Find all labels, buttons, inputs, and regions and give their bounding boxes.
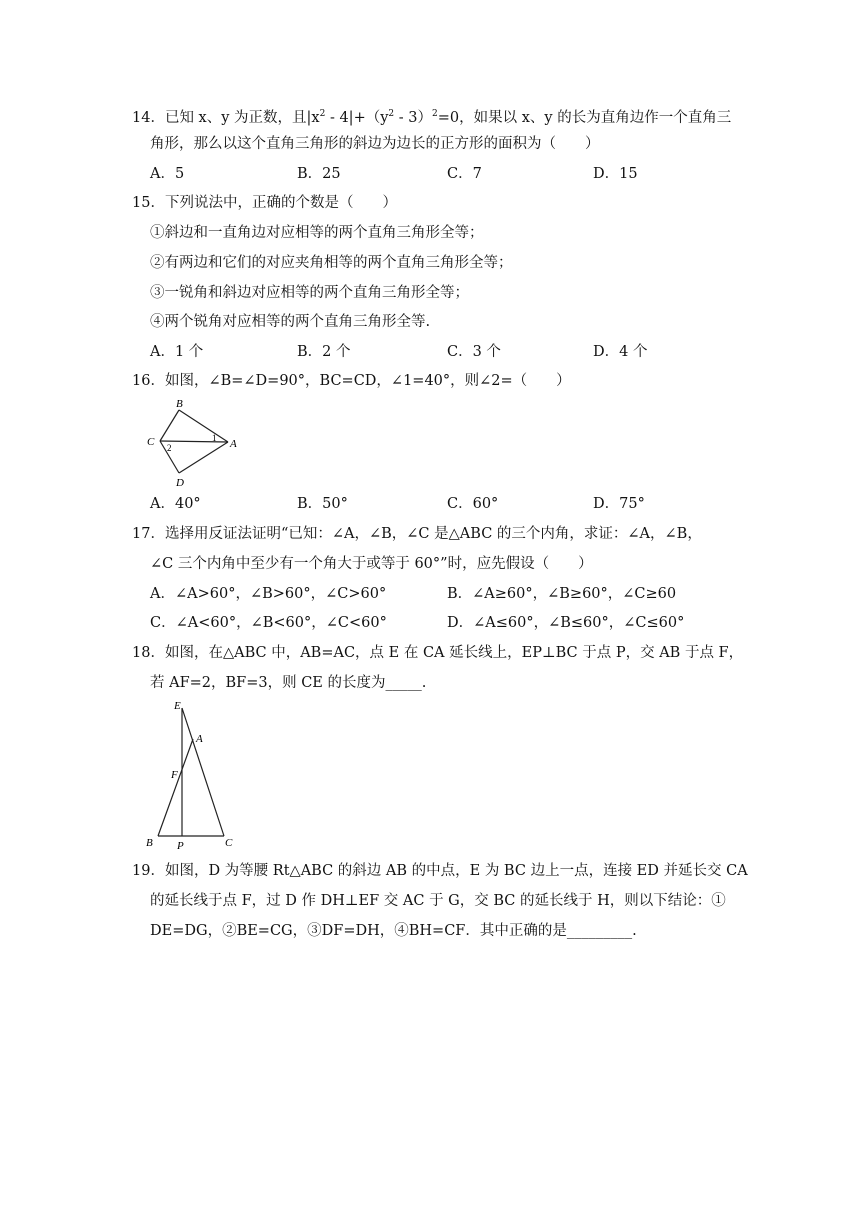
q14-line2: 角形，那么以这个直角三角形的斜边为边长的正方形的面积为（ ）	[150, 136, 600, 152]
q14-option-b: B．25	[297, 166, 341, 182]
q16-line1: 16．如图，∠B=∠D=90°，BC=CD，∠1=40°，则∠2=（ ）	[132, 373, 571, 389]
q16-angle-2: 2	[167, 443, 172, 453]
q14-option-d: D．15	[593, 166, 638, 182]
q19-line1: 19．如图，D 为等腰 Rt△ABC 的斜边 AB 的中点，E 为 BC 边上一点，连接 ED 并延长交 CA	[132, 863, 748, 879]
q15-statement-4: ④两个锐角对应相等的两个直角三角形全等.	[150, 314, 431, 330]
q19-line3: DE=DG，②BE=CG，③DF=DH，④BH=CF．其中正确的是_________.	[150, 923, 637, 939]
q15-option-c: C．3 个	[447, 344, 501, 360]
q16-option-d: D．75°	[593, 496, 645, 512]
q17-option-d: D．∠A≤60°，∠B≤60°，∠C≤60°	[447, 615, 685, 631]
q18-line1: 18．如图，在△ABC 中，AB=AC，点 E 在 CA 延长线上，EP⊥BC 于点 P，交 AB 于点 F，	[132, 645, 744, 661]
q17-line2: ∠C 三个内角中至少有一个角大于或等于 60°”时，应先假设（ ）	[150, 556, 593, 572]
q16-option-b: B．50°	[297, 496, 348, 512]
q16-figure	[140, 394, 250, 490]
q15-statement-1: ①斜边和一直角边对应相等的两个直角三角形全等；	[150, 225, 484, 241]
q15-option-b: B．2 个	[297, 344, 351, 360]
q14-option-a: A．5	[150, 166, 185, 182]
q18-label-e: E	[174, 700, 181, 712]
q18-figure	[140, 696, 250, 852]
q16-option-c: C．60°	[447, 496, 499, 512]
q16-label-d: D	[176, 477, 184, 489]
q18-label-b: B	[146, 837, 153, 849]
q18-line2: 若 AF=2，BF=3，则 CE 的长度为_____.	[150, 675, 427, 691]
q18-label-p: P	[177, 840, 184, 852]
q16-label-a: A	[230, 438, 237, 450]
q18-label-f: F	[171, 769, 178, 781]
q19-line2: 的延长线于点 F，过 D 作 DH⊥EF 交 AC 于 G，交 BC 的延长线于 H，则以下结论：①	[150, 893, 726, 909]
q17-line1: 17．选择用反证法证明“已知：∠A，∠B，∠C 是△ABC 的三个内角，求证：∠A，∠B，	[132, 526, 702, 542]
q18-label-a: A	[196, 733, 203, 745]
q15-line1: 15．下列说法中，正确的个数是（ ）	[132, 195, 397, 211]
q17-option-a: A．∠A>60°，∠B>60°，∠C>60°	[150, 586, 387, 602]
q15-statement-2: ②有两边和它们的对应夹角相等的两个直角三角形全等；	[150, 255, 513, 271]
q14-option-c: C．7	[447, 166, 482, 182]
q15-statement-3: ③一锐角和斜边对应相等的两个直角三角形全等；	[150, 285, 469, 301]
q17-option-b: B．∠A≥60°，∠B≥60°，∠C≥60	[447, 586, 677, 602]
q16-label-b: B	[176, 398, 183, 410]
q16-option-a: A．40°	[150, 496, 201, 512]
q15-option-d: D．4 个	[593, 344, 648, 360]
q16-angle-1: 1	[212, 433, 217, 443]
q18-label-c: C	[225, 837, 233, 849]
q14-line1: 14．已知 x、y 为正数，且$|x^2 - 4|+(y^2 - 3)^2=0$，如果以 x、y 的长为直角边作一个直角三	[132, 109, 732, 126]
q15-option-a: A．1 个	[150, 344, 204, 360]
q17-option-c: C．∠A<60°，∠B<60°，∠C<60°	[150, 615, 387, 631]
q16-label-c: C	[147, 436, 155, 448]
